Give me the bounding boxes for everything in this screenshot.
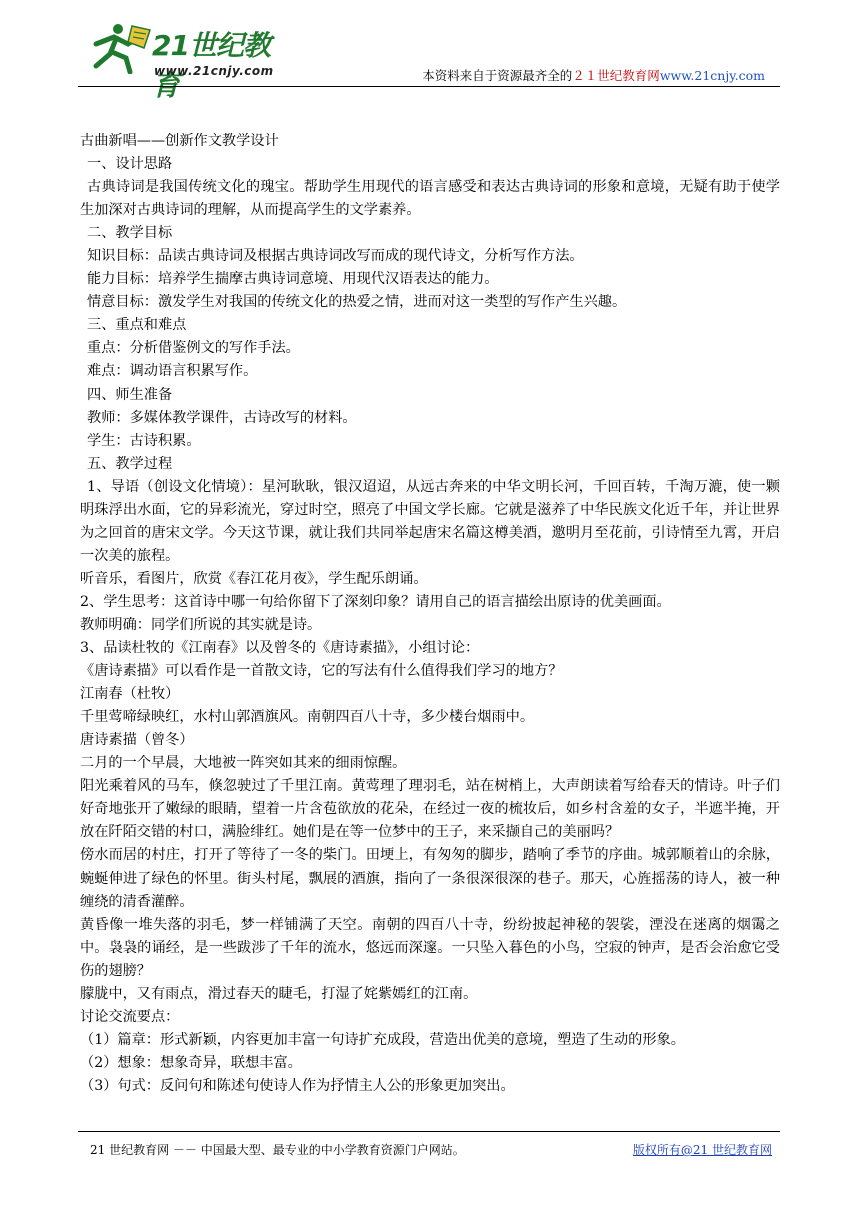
doc-title: 古曲新唱——创新作文教学设计 xyxy=(80,133,279,149)
paragraph: 二月的一个早晨，大地被一阵突如其来的细雨惊醒。 xyxy=(80,755,407,772)
poem-text: 千里莺啼绿映红，水村山郭酒旗风。南朝四百八十寺，多少楼台烟雨中。 xyxy=(80,709,535,726)
list-item: （1）篇章：形式新颖，内容更加丰富一句诗扩充成段，营造出优美的意境，塑造了生动的形象。 xyxy=(80,1031,685,1048)
paragraph: 情意目标：激发学生对我国的传统文化的热爱之情，进而对这一类型的写作产生兴趣。 xyxy=(87,294,627,311)
paragraph: 教师：多媒体教学课件，古诗改写的材料。 xyxy=(87,409,357,426)
list-item: （2）想象：想象奇异，联想丰富。 xyxy=(80,1054,302,1071)
paragraph: 知识目标：品读古典诗词及根据古典诗词改写而成的现代诗文，分析写作方法。 xyxy=(87,248,584,265)
paragraph: 1、导语（创设文化情境）：星河耿耿，银汉迢迢，从远古奔来的中华文明长河，千回百转，千淘万漉，使一颗明珠浮出水面，它的异彩流光，穿过时空，照亮了中国文学长廊。它就是滋养了中华民族文化近千年，并让世界为之回首的唐宋文学。今天这节课，就让我们共同举起唐宋名篇这樽美酒，邀明月至花前，引诗情至九霄，开启一次美的旅程。 xyxy=(80,478,780,564)
logo-url: www.21cnjy.com xyxy=(154,64,274,78)
runner-logo-icon xyxy=(88,22,154,74)
paragraph: 重点：分析借鉴例文的写作手法。 xyxy=(87,340,300,357)
paragraph: 3、品读杜牧的《江南春》以及曾冬的《唐诗素描》，小组讨论： xyxy=(80,640,480,657)
section-heading: 三、重点和难点 xyxy=(87,317,187,334)
poem-title: 唐诗素描（曾冬） xyxy=(80,732,194,749)
header-note xyxy=(422,66,765,84)
section-heading: 四、师生准备 xyxy=(87,386,173,403)
header-note-text: 本资料来自于资源最齐全的 xyxy=(422,68,573,83)
poem-title: 江南春（杜牧） xyxy=(80,686,180,703)
list-item: （3）句式：反问句和陈述句使诗人作为抒情主人公的形象更加突出。 xyxy=(80,1077,515,1094)
paragraph: 听音乐，看图片，欣赏《春江花月夜》，学生配乐朗诵。 xyxy=(80,570,428,587)
logo-wordmark: 21世纪教育 xyxy=(152,29,270,102)
paragraph: 能力目标：培养学生揣摩古典诗词意境、用现代汉语表达的能力。 xyxy=(87,271,499,288)
site-logo[interactable] xyxy=(88,20,288,102)
document-body xyxy=(80,130,780,1098)
paragraph: 阳光乘着风的马车，倏忽驶过了千里江南。黄莺理了理羽毛，站在树梢上，大声朗读着写给春天的情诗。叶子们好奇地张开了嫩绿的眼睛，望着一片含苞欲放的花朵，在经过一夜的梳妆后，如乡村含羞的女子，半遮半掩，开放在阡陌交错的村口，满脸绯红。她们是在等一位梦中的王子，来采撷自己的美丽吗？ xyxy=(80,778,780,841)
footer-text: 21 世纪教育网 －－ 中国最大型、最专业的中小学教育资源门户网站。 xyxy=(90,1143,465,1157)
paragraph: 学生：古诗积累。 xyxy=(87,432,201,449)
page-header xyxy=(0,0,860,102)
paragraph: 难点：调动语言积累写作。 xyxy=(87,363,258,380)
copyright-link[interactable]: 版权所有@21 世纪教育网 xyxy=(632,1143,772,1157)
paragraph: 《唐诗素描》可以看作是一首散文诗，它的写法有什么值得我们学习的地方？ xyxy=(80,663,563,680)
header-note-url[interactable]: www.21cnjy.com xyxy=(659,68,765,83)
paragraph: 古典诗词是我国传统文化的瑰宝。帮助学生用现代的语言感受和表达古典诗词的形象和意境，无疑有助于使学生加深对古典诗词的理解，从而提高学生的文学素养。 xyxy=(80,179,780,219)
section-heading: 二、教学目标 xyxy=(87,225,173,242)
footer-divider xyxy=(78,1131,780,1132)
paragraph: 教师明确：同学们所说的其实就是诗。 xyxy=(80,616,322,633)
section-heading: 五、教学过程 xyxy=(87,455,173,472)
paragraph: 傍水而居的村庄，打开了等待了一冬的柴门。田埂上，有匆匆的脚步，踏响了季节的序曲。城郭顺着山的余脉，蜿蜒伸进了绿色的怀里。街头村尾，飘展的酒旗，指向了一条很深很深的巷子。那天，心旌摇荡的诗人，被一种缠绕的清香灌醉。 xyxy=(80,847,780,910)
section-heading: 一、设计思路 xyxy=(87,156,173,173)
paragraph: 讨论交流要点： xyxy=(80,1008,180,1025)
paragraph: 黄昏像一堆失落的羽毛，梦一样铺满了天空。南朝的四百八十寺，纷纷披起神秘的袈裟，湮没在迷离的烟霭之中。袅袅的诵经，是一些跋涉了千年的流水，悠远而深邃。一只坠入暮色的小鸟，空寂的钟声，是否会治愈它受伤的翅膀？ xyxy=(80,916,780,979)
header-divider xyxy=(78,86,780,87)
paragraph: 2、学生思考：这首诗中哪一句给你留下了深刻印象？请用自己的语言描绘出原诗的优美画面。 xyxy=(80,593,671,610)
header-note-brand[interactable]: ２１世纪教育网 xyxy=(572,68,660,83)
paragraph: 朦胧中，又有雨点，滑过春天的睫毛，打湿了姹紫嫣红的江南。 xyxy=(80,985,478,1002)
